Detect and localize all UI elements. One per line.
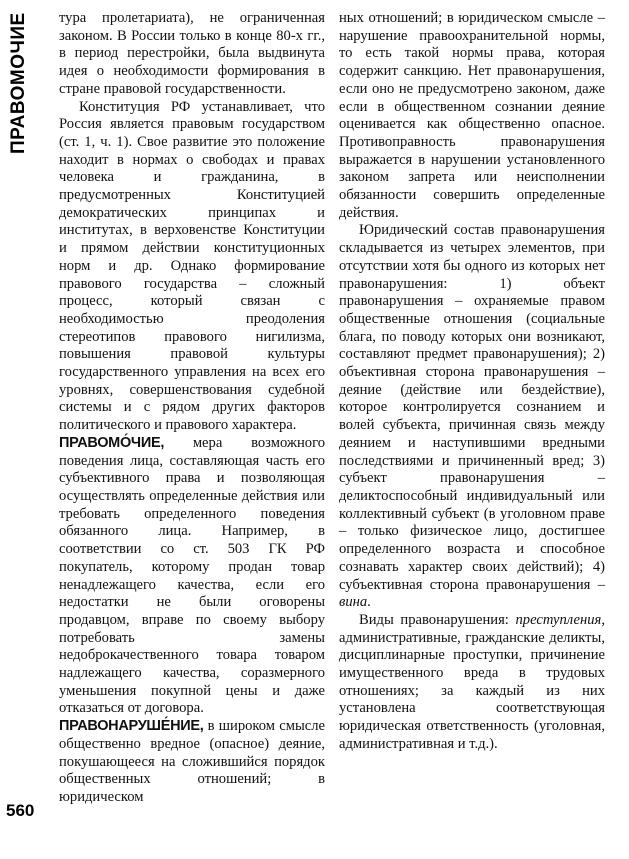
- paragraph-continuation: тура пролетариата), не ограниченная законом. В России только в конце 80-х гг., в период перестройки, была выдвинута идея о необходимости формирования в стране правовой государственности.: [59, 10, 325, 97]
- entry-definition: мера возможного поведения лица, составляющая часть его субъективного права и позволяющая осуществлять определенные действия или требовать определенного поведения обязанного лица. Например, в соответствии со ст. 503 ГК РФ покупатель, которому продан товар ненадлежащего качества, если его недостатки не были оговорены продавцом, вправе по своему выбору потребовать замены недоброкачественного товара товаром надлежащего качества, соразмерного уменьшения покупной цены и даже отказаться от договора.: [59, 434, 325, 717]
- emphasis-term: преступления: [515, 611, 602, 628]
- running-head-text: ПРАВОМОЧИЕ: [8, 12, 29, 154]
- paragraph-continuation: ных отношений; в юридическом смысле – нарушение правоохранительной нормы, то есть такой нормы права, которая содержит санкцию. Нет правонарушения, если оно не предусмотрено законом, даже если в общественном сознании деяние оценивается как общественно опасное. Противоправность правонарушения выражается в нарушении установленного законом запрета или неисполнении обязанности совершить определенные действия.: [339, 10, 605, 221]
- running-head: [4, 14, 34, 154]
- entry-pravomochie: [59, 435, 325, 718]
- right-column: [339, 10, 605, 754]
- page-number: 560: [6, 801, 35, 820]
- entry-term: ПРАВОНАРУШЕ́НИЕ,: [59, 718, 204, 735]
- paragraph-types: Виды правонарушения: преступления, административные, гражданские деликты, дисциплинарные проступки, причинение имущественного вреда в трудовых отношениях; за каждый из них установлена соответствующая юридическая ответственность (уголовная, административная и т.д.).: [339, 611, 605, 752]
- left-column: [59, 10, 325, 807]
- emphasis-term: вина: [339, 594, 368, 611]
- entry-term: ПРАВОМО́ЧИЕ,: [59, 434, 165, 451]
- paragraph-constitution: Конституция РФ устанавливает, что Россия является правовым государством (ст. 1, ч. 1). Свое развитие это положение находит в нормах о свободах и правах человека и гражданина, в предусмотренных Конституцией демократических принципах и институтах, в верховенстве Конституции и прямом действии конституционных норм и др. Однако формирование правового государства – сложный процесс, который связан с необходимостью преодоления стереотипов правового нигилизма, повышения правовой культуры государственного управления на всех его уровнях, совершенствования судебной системы и с рядом других факторов политического и правового характера.: [59, 98, 325, 434]
- entry-definition: в широком смысле общественно вредное (опасное) деяние, покушающееся на сложившийся порядок общественных отношений; в юридическом: [59, 718, 325, 805]
- paragraph-composition: Юридический состав правонарушения складывается из четырех элементов, при отсутствии хотя бы одного из которых нет правонарушения: 1) объект правонарушения – охраняемые правом общественные отношения (социальные блага, по поводу которых они возникают, составляют предмет правонарушения); 2) объективная сторона правонарушения – деяние (действие или бездействие), которое контролируется сознанием и волей субъекта, причинная связь между деянием и наступившими вредными последствиями и причиненный вред; 3) субъект правонарушения – деликтоспособный индивидуальный или коллективный субъект (в уголовном праве – только физическое лицо, достигшее определенного возраста и способное сознавать характер своих действий); 4) субъективная сторона правонарушения – вина.: [339, 222, 605, 611]
- entry-pravonarushenie: [59, 718, 325, 807]
